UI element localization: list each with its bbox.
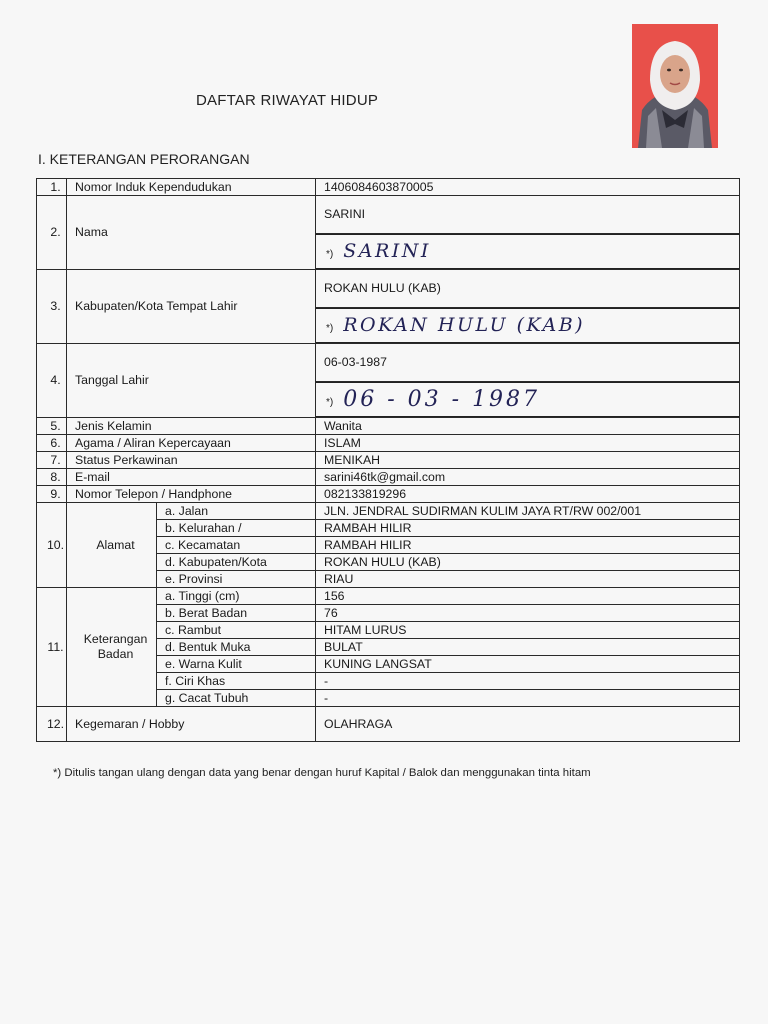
- field-label: Kegemaran / Hobby: [67, 707, 316, 742]
- field-value: RAMBAH HILIR: [316, 520, 740, 537]
- table-row: [37, 588, 740, 605]
- handwritten-marker: *): [326, 323, 334, 334]
- subfield-label: a. Jalan: [157, 503, 316, 520]
- field-value: -: [316, 690, 740, 707]
- field-value: -: [316, 673, 740, 690]
- handwritten-value: ROKAN HULU (KAB): [343, 314, 586, 336]
- field-value: 1406084603870005: [316, 179, 740, 196]
- row-number: 9.: [37, 486, 67, 503]
- subfield-label: d. Kabupaten/Kota: [157, 554, 316, 571]
- handwritten-value: 06 - 03 - 1987: [343, 387, 541, 412]
- field-label: Tanggal Lahir: [67, 344, 316, 418]
- footnote: *) Ditulis tangan ulang dengan data yang benar dengan huruf Kapital / Balok dan menggunakan tinta hitam: [53, 767, 591, 779]
- field-value: RIAU: [316, 571, 740, 588]
- table-row: [37, 435, 740, 452]
- table-row: [37, 452, 740, 469]
- subfield-label: c. Kecamatan: [157, 537, 316, 554]
- row-number: 6.: [37, 435, 67, 452]
- photo-icon: [632, 24, 718, 148]
- field-label: Agama / Aliran Kepercayaan: [67, 435, 316, 452]
- field-value: RAMBAH HILIR: [316, 537, 740, 554]
- handwritten-box: [316, 382, 740, 417]
- table-row: [37, 707, 740, 742]
- field-label: E-mail: [67, 469, 316, 486]
- field-value: KUNING LANGSAT: [316, 656, 740, 673]
- row-number: 7.: [37, 452, 67, 469]
- row-number: 8.: [37, 469, 67, 486]
- field-value: 76: [316, 605, 740, 622]
- field-value: sarini46tk@gmail.com: [316, 469, 740, 486]
- subfield-label: g. Cacat Tubuh: [157, 690, 316, 707]
- field-label: Alamat: [67, 503, 157, 588]
- row-number: 1.: [37, 179, 67, 196]
- field-value: 06-03-1987: [316, 344, 740, 382]
- table-row: [37, 344, 740, 382]
- profile-photo: [632, 24, 718, 148]
- field-label-line: Keterangan: [83, 632, 148, 646]
- subfield-label: e. Provinsi: [157, 571, 316, 588]
- field-label: Nomor Telepon / Handphone: [67, 486, 316, 503]
- table-row: [37, 196, 740, 234]
- field-label: [67, 588, 157, 707]
- subfield-label: b. Kelurahan /: [157, 520, 316, 537]
- handwritten-marker: *): [326, 249, 334, 260]
- table-row: [37, 418, 740, 435]
- row-number: 11.: [37, 588, 67, 707]
- subfield-label: c. Rambut: [157, 622, 316, 639]
- field-label: Jenis Kelamin: [67, 418, 316, 435]
- personal-info-table: [36, 178, 740, 742]
- field-label: Nama: [67, 196, 316, 270]
- field-value: 156: [316, 588, 740, 605]
- row-number: 4.: [37, 344, 67, 418]
- field-value: MENIKAH: [316, 452, 740, 469]
- row-number: 5.: [37, 418, 67, 435]
- field-value: OLAHRAGA: [316, 707, 740, 742]
- field-value: ISLAM: [316, 435, 740, 452]
- field-value: SARINI: [316, 196, 740, 234]
- table-row: [37, 469, 740, 486]
- field-label-line: Badan: [97, 647, 134, 661]
- subfield-label: f. Ciri Khas: [157, 673, 316, 690]
- field-label: Kabupaten/Kota Tempat Lahir: [67, 270, 316, 344]
- section-title: I. KETERANGAN PERORANGAN: [38, 151, 250, 167]
- field-value: 082133819296: [316, 486, 740, 503]
- table-row: [37, 270, 740, 308]
- subfield-label: a. Tinggi (cm): [157, 588, 316, 605]
- table-row: [37, 503, 740, 520]
- row-number: 12.: [37, 707, 67, 742]
- row-number: 3.: [37, 270, 67, 344]
- subfield-label: d. Bentuk Muka: [157, 639, 316, 656]
- handwritten-box: [316, 308, 740, 343]
- field-value: ROKAN HULU (KAB): [316, 270, 740, 308]
- field-value: JLN. JENDRAL SUDIRMAN KULIM JAYA RT/RW 002/001: [316, 503, 740, 520]
- subfield-label: b. Berat Badan: [157, 605, 316, 622]
- field-value: HITAM LURUS: [316, 622, 740, 639]
- row-number: 10.: [37, 503, 67, 588]
- field-value: BULAT: [316, 639, 740, 656]
- table-row: [37, 179, 740, 196]
- field-label: Status Perkawinan: [67, 452, 316, 469]
- handwritten-marker: *): [326, 397, 334, 408]
- handwritten-value: SARINI: [343, 240, 431, 262]
- field-value: Wanita: [316, 418, 740, 435]
- field-value: ROKAN HULU (KAB): [316, 554, 740, 571]
- handwritten-box: [316, 234, 740, 269]
- table-row: [37, 486, 740, 503]
- document-title: DAFTAR RIWAYAT HIDUP: [196, 92, 379, 109]
- field-label: Nomor Induk Kependudukan: [67, 179, 316, 196]
- row-number: 2.: [37, 196, 67, 270]
- subfield-label: e. Warna Kulit: [157, 656, 316, 673]
